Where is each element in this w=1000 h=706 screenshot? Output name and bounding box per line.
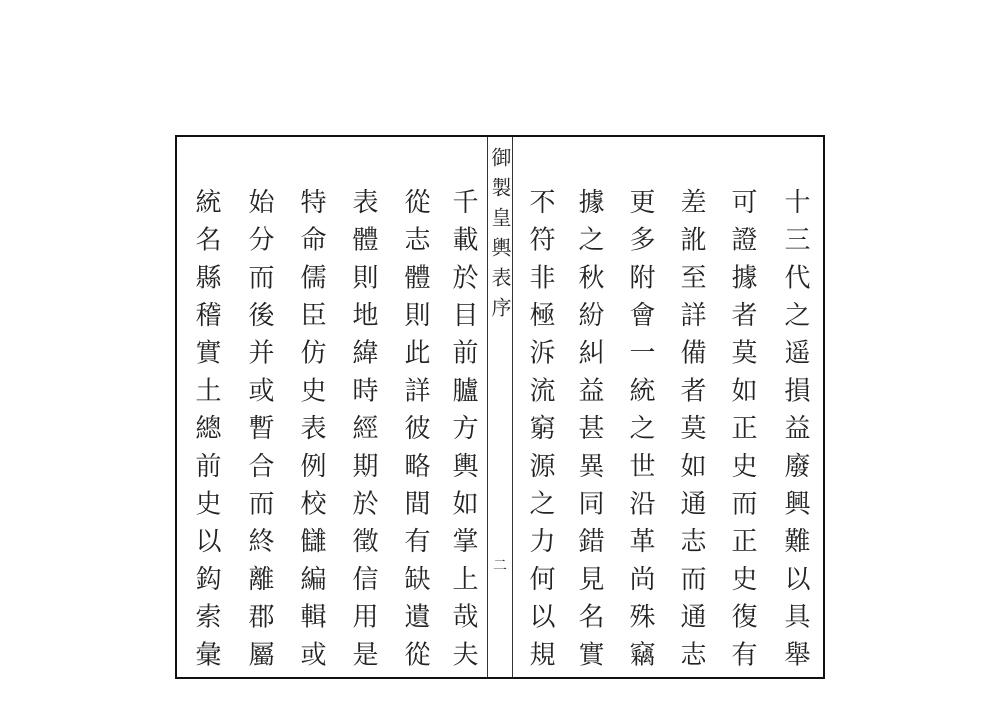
text-column: 千載於目前臚方輿如掌上哉夫 <box>448 188 478 679</box>
text-column: 表體則地緯時經期於徵信用是 <box>348 188 378 679</box>
text-column: 更多附會一統之世沿革尚殊竊 <box>625 188 655 679</box>
text-column: 始分而後并或暫合而終離郡屬 <box>244 188 274 679</box>
text-column: 差訛至詳備者莫如通志而通志 <box>676 188 706 679</box>
text-column: 統名縣稽實土總前史以鈎索彙 <box>191 188 221 679</box>
page-number: 二 <box>493 558 507 574</box>
text-column: 十三代之遥損益廢興難以具舉 <box>780 188 810 679</box>
text-column: 不符非極泝流窮源之力何以規 <box>525 188 555 679</box>
text-column: 據之秋紛糾益甚異同錯見名實 <box>574 188 604 679</box>
text-column: 特命儒臣仿史表例校讎編輯或 <box>296 188 326 679</box>
text-column: 可證據者莫如正史而正史復有 <box>727 188 757 679</box>
center-strip-right-rule <box>512 137 513 677</box>
text-column: 從志體則此詳彼略間有缺遺從 <box>400 188 430 679</box>
book-title: 御製皇輿表序 <box>488 147 512 327</box>
